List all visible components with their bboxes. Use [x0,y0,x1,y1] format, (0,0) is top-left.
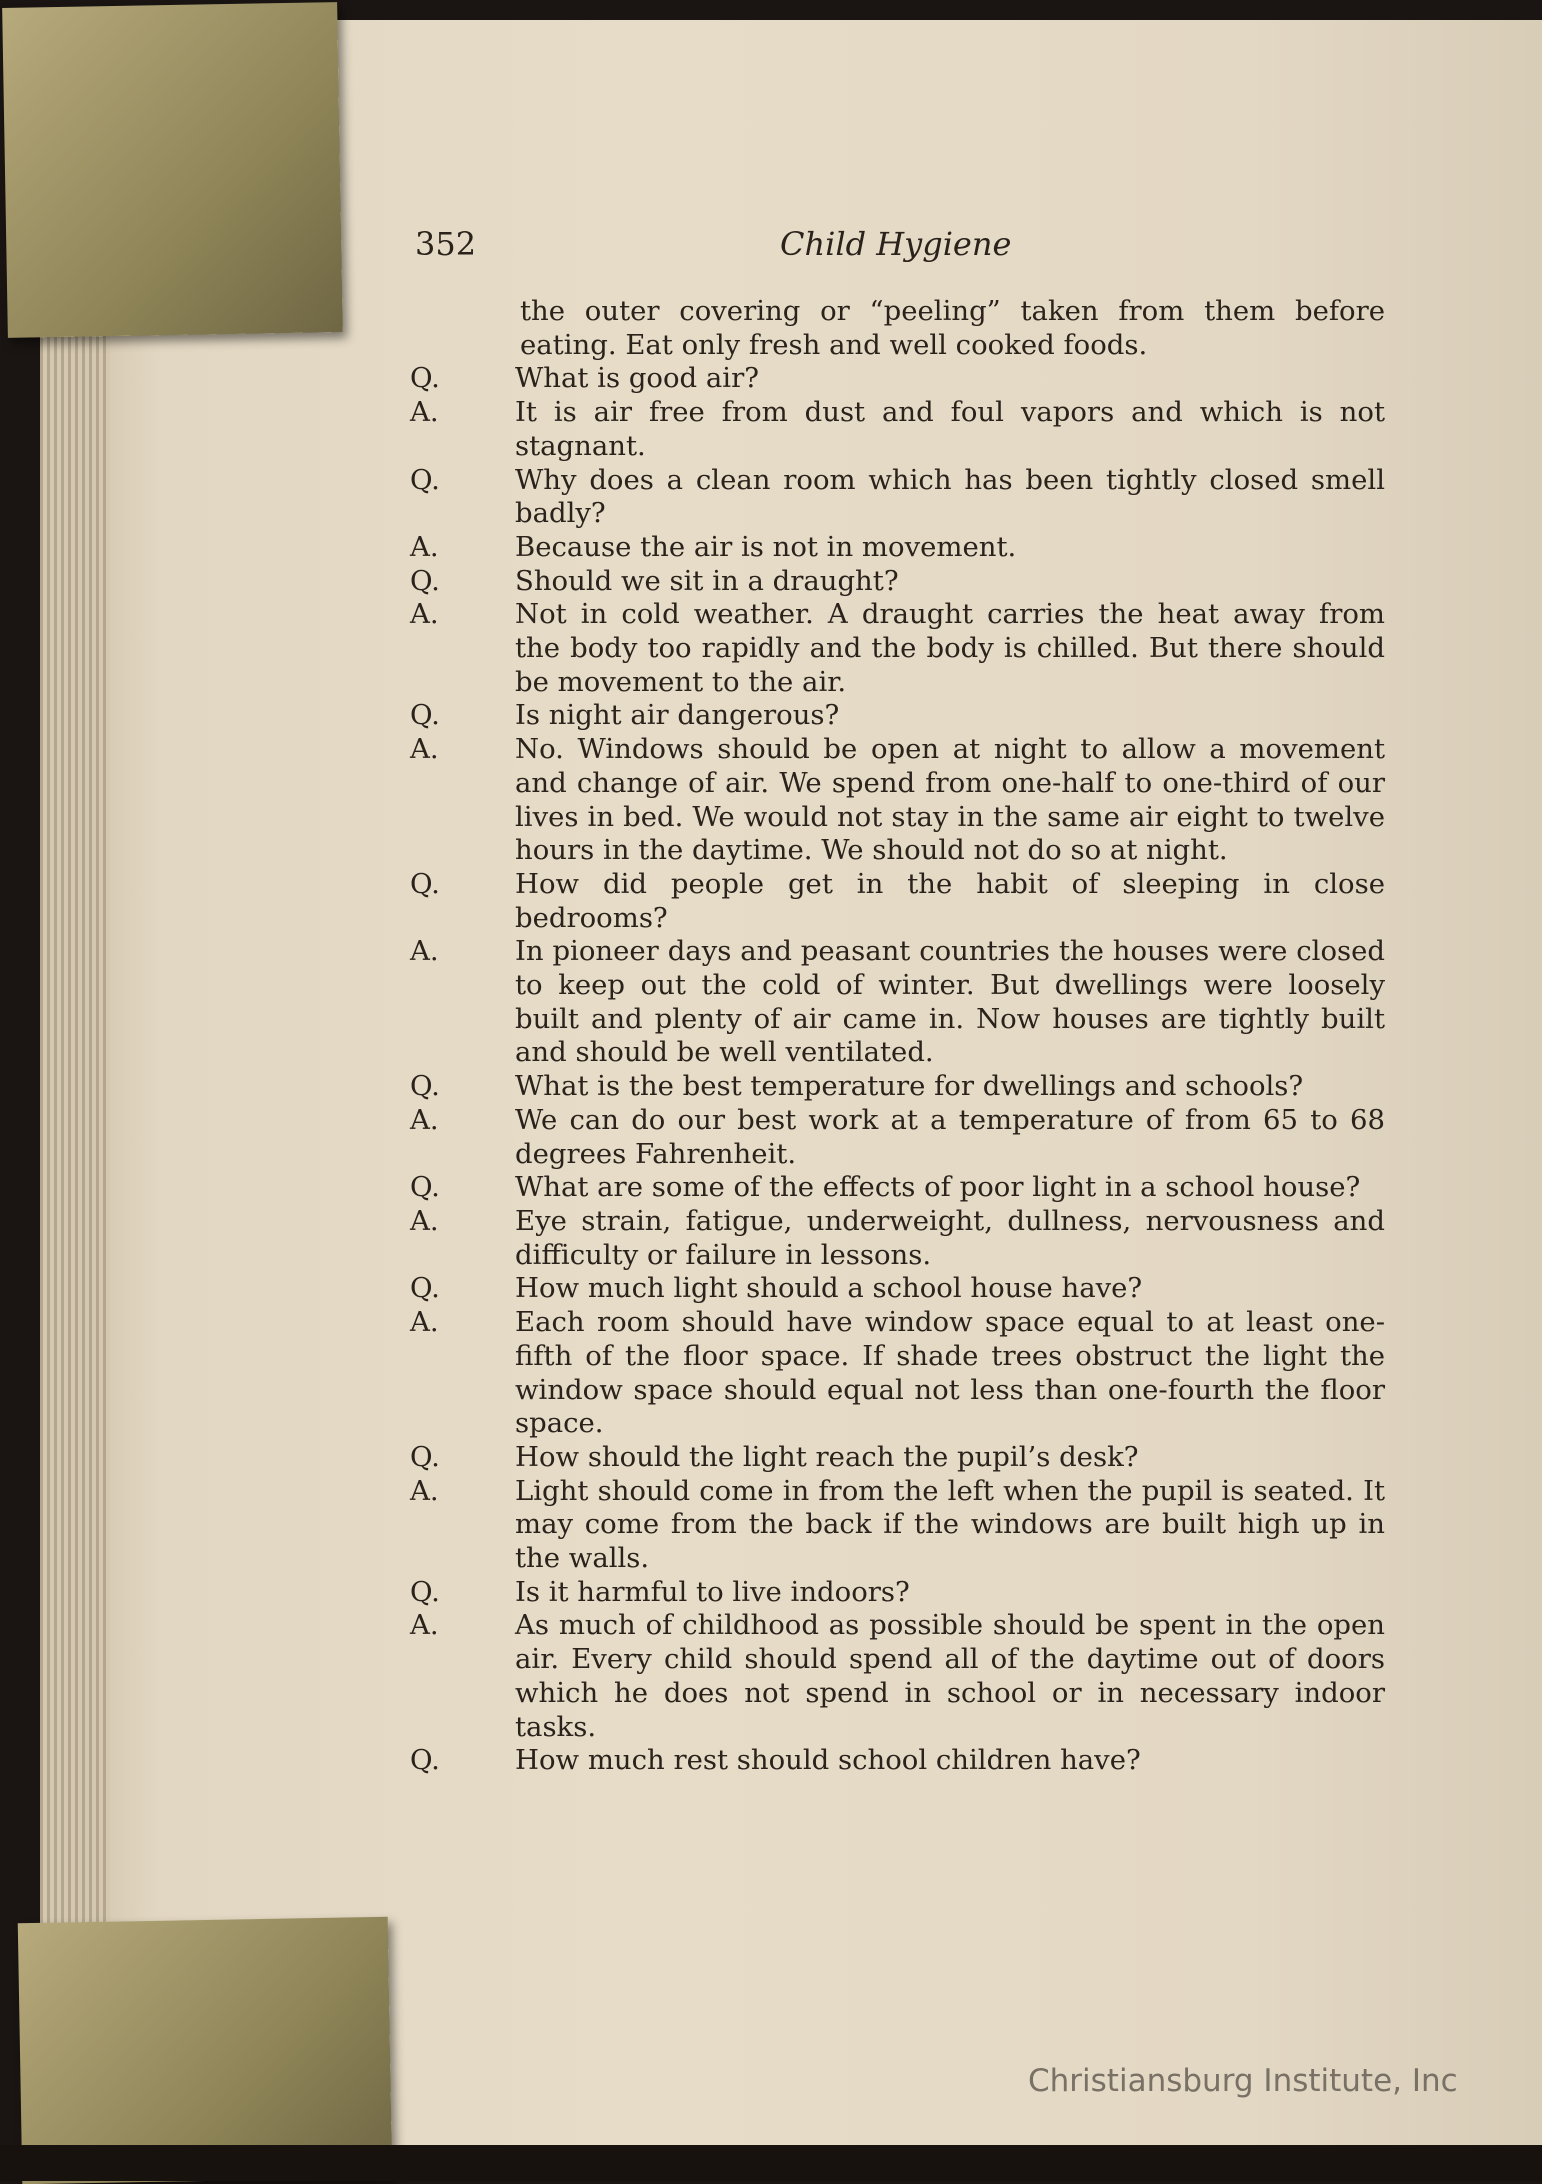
qa-entry [410,1306,1385,1441]
qa-entry [410,1609,1385,1744]
entry-label: Q. [410,699,440,732]
entry-text: How much rest should school children have? [515,1744,1141,1777]
qa-entry [410,598,1385,699]
qa-entry [410,935,1385,1070]
entry-label: A. [410,733,439,766]
qa-body [410,295,1385,1778]
entry-label: Q. [410,1440,440,1473]
background-edge [0,2145,1542,2181]
entry-label: Q. [410,362,440,395]
entry-text: Not in cold weather. A draught carries the heat away from the body too rapidly and the body is chilled. But there should be movement to the air. [515,598,1385,698]
entry-text: Light should come in from the left when the pupil is seated. It may come from the back if the windows are built high up in the walls. [515,1474,1385,1575]
entry-text: It is air free from dust and foul vapors and which is not stagnant. [515,396,1385,462]
entry-label: A. [410,530,439,563]
entry-label: Q. [410,1272,440,1305]
entry-text: As much of childhood as possible should be spent in the open air. Every child should spend all of the daytime out of doors which he does not spend in school or in necessary indoor tasks. [515,1609,1385,1743]
entry-label: Q. [410,463,440,496]
entry-text: Each room should have window space equal to at least one-fifth of the floor space. If shade trees obstruct the light the window space should equal not less than one-fourth the floor space. [515,1306,1385,1440]
entry-text: What is the best temperature for dwellings and schools? [515,1070,1304,1103]
entry-label: Q. [410,1575,440,1608]
qa-entry [410,1441,1385,1475]
page-edges [40,80,110,2030]
qa-entry [410,295,1385,362]
entry-label: A. [410,935,439,968]
qa-entry [410,1104,1385,1171]
qa-entry [410,1576,1385,1610]
qa-entry [410,1070,1385,1104]
entry-text: No. Windows should be open at night to allow a movement and change of air. We spend from one-half to one-third of our lives in bed. We would not stay in the same air eight to twelve hours in the daytime. We should not do so at night. [515,733,1385,867]
entry-text: We can do our best work at a temperature of from 65 to 68 degrees Fahrenheit. [515,1103,1385,1170]
page-number: 352 [415,225,477,263]
entry-label: A. [410,1103,439,1136]
qa-entry [410,396,1385,463]
entry-text: How much light should a school house have? [515,1272,1143,1305]
entry-label: A. [410,1204,439,1237]
qa-entry [410,531,1385,565]
entry-text: Eye strain, fatigue, underweight, dullness, nervousness and difficulty or failure in lessons. [515,1204,1385,1271]
entry-text: Why does a clean room which has been tightly closed smell badly? [515,463,1385,530]
entry-text: What is good air? [515,362,759,395]
entry-text: Is night air dangerous? [515,699,840,732]
entry-label: A. [410,396,439,429]
qa-entry [410,362,1385,396]
qa-entry [410,1744,1385,1778]
qa-entry [410,699,1385,733]
entry-label: Q. [410,564,440,597]
running-head [415,225,1375,275]
entry-label: Q. [410,867,440,900]
book-title: Child Hygiene [780,225,1012,263]
qa-entry [410,565,1385,599]
entry-text: How did people get in the habit of sleeping in close bedrooms? [515,867,1385,934]
qa-entry [410,464,1385,531]
entry-text: Because the air is not in movement. [515,530,1017,563]
qa-entry [410,1475,1385,1576]
entry-label: A. [410,1609,439,1642]
entry-label: A. [410,1306,439,1339]
watermark: Christiansburg Institute, Inc [1028,2063,1458,2099]
entry-text: In pioneer days and peasant countries the houses were closed to keep out the cold of winter. But dwellings were loosely built and plenty of air came in. Now houses are tightly built and should be well ventilated. [515,935,1385,1069]
photo-corner-bottom [18,1917,392,2184]
qa-entry [410,1171,1385,1205]
entry-label: A. [410,1474,439,1507]
entry-text: What are some of the effects of poor light in a school house? [515,1171,1361,1204]
entry-label: Q. [410,1744,440,1777]
qa-entry [410,733,1385,868]
photo-corner-top [2,2,343,338]
entry-text: How should the light reach the pupil’s desk? [515,1440,1139,1473]
entry-text: Is it harmful to live indoors? [515,1575,910,1608]
entry-label: A. [410,598,439,631]
entry-text: the outer covering or “peeling” taken from them before eating. Eat only fresh and well cooked foods. [520,295,1385,361]
entry-label: Q. [410,1070,440,1103]
entry-text: Should we sit in a draught? [515,564,899,597]
entry-label: Q. [410,1171,440,1204]
qa-entry [410,868,1385,935]
qa-entry [410,1205,1385,1272]
qa-entry [410,1272,1385,1306]
